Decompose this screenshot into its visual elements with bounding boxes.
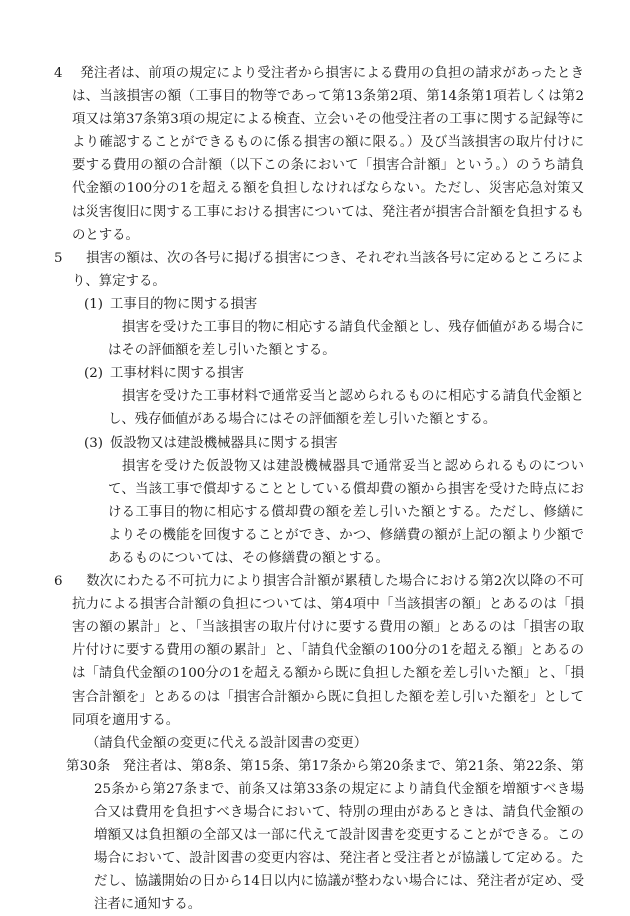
article-number: 第30条 bbox=[66, 758, 111, 774]
article-text: 発注者は、第8条、第15条、第17条から第20条まで、第21条、第22条、第25条から第27条まで、前条又は第33条の規定により請負代金額を増額すべき場合又は費用を負担すべき場合において、特別の理由があるときは、請負代金額の増額又は負担額の全部又は一部に代えて設計図書を変更することができる。この場合において、設計図書の変更内容は、発注者と受注者とが協議して定める。ただし、協議開始の日から14日以内に協議が整わない場合には、発注者が定め、受注者に通知する。 bbox=[94, 758, 584, 913]
item-1 bbox=[84, 293, 584, 362]
paragraph-number: 4 bbox=[54, 66, 63, 81]
paragraph-number: 6 bbox=[54, 574, 63, 590]
paragraph-text: 損害の額は、次の各号に掲げる損害につき、それぞれ当該各号に定めるところにより、算定する。 bbox=[72, 250, 584, 289]
paragraph-text: 数次にわたる不可抗力により損害合計額が累積した場合における第2次以降の不可抗力による損害合計額の負担については、第4項中「当該損害の額」とあるのは「損害の額の累計」と、「当該損害の取片付けに要する費用の額」とあるのは「損害の取片付けに要する費用の額の累計」と、「請負代金額の100分の1を超える額」とあるのは「請負代金額の100分の1を超える額から既に負担した額を差し引いた額」と、「損害合計額を」とあるのは「損害合計額から既に負担した額を差し引いた額を」として同項を適用する。 bbox=[72, 574, 584, 728]
item-body: 損害を受けた仮設物又は建設機械器具で通常妥当と認められるものについて、当該工事で償却することとしている償却費の額から損害を受けた時点における工事目的物に相応する償却費の額を差し引いた額とする。ただし、修繕によりその機能を回復することができ、かつ、修繕費の額が上記の額より少額であるものについては、その修繕費の額とする。 bbox=[108, 458, 584, 566]
item-number: (1) bbox=[84, 296, 103, 312]
item-number: (2) bbox=[84, 366, 103, 382]
paragraph-5 bbox=[54, 247, 584, 570]
item-heading: 工事材料に関する損害 bbox=[110, 366, 244, 382]
item-body: 損害を受けた工事材料で通常妥当と認められるものに相応する請負代金額とし、残存価値がある場合にはその評価額を差し引いた額とする。 bbox=[108, 389, 584, 428]
paragraph-text: 発注者は、前項の規定により受注者から損害による費用の負担の請求があったときは、当該損害の額（工事目的物等であって第13条第2項、第14条第1項若しくは第2項又は第37条第3項の規定による検査、立会いその他受注者の工事に関する記録等により確認することができるものに係る損害の額に限る。）及び当該損害の取片付けに要する費用の額の合計額（以下この条において「損害合計額」という。）のうち請負代金額の100分の1を超える額を負担しなければならない。ただし、災害応急対策又は災害復旧に関する工事における損害については、発注者が損害合計額を負担するものとする。 bbox=[72, 66, 584, 243]
item-heading: 工事目的物に関する損害 bbox=[110, 296, 258, 312]
item-3 bbox=[84, 432, 584, 571]
paragraph-4 bbox=[54, 62, 584, 247]
paragraph-number: 5 bbox=[54, 250, 63, 266]
article-caption: （請負代金額の変更に代える設計図書の変更） bbox=[86, 735, 368, 751]
item-number: (3) bbox=[84, 435, 103, 451]
item-body: 損害を受けた工事目的物に相応する請負代金額とし、残存価値がある場合にはその評価額を差し引いた額とする。 bbox=[108, 320, 584, 359]
item-2 bbox=[84, 362, 584, 431]
article-30 bbox=[66, 755, 584, 916]
item-heading: 仮設物又は建設機械器具に関する損害 bbox=[110, 435, 338, 451]
paragraph-6 bbox=[54, 570, 584, 732]
